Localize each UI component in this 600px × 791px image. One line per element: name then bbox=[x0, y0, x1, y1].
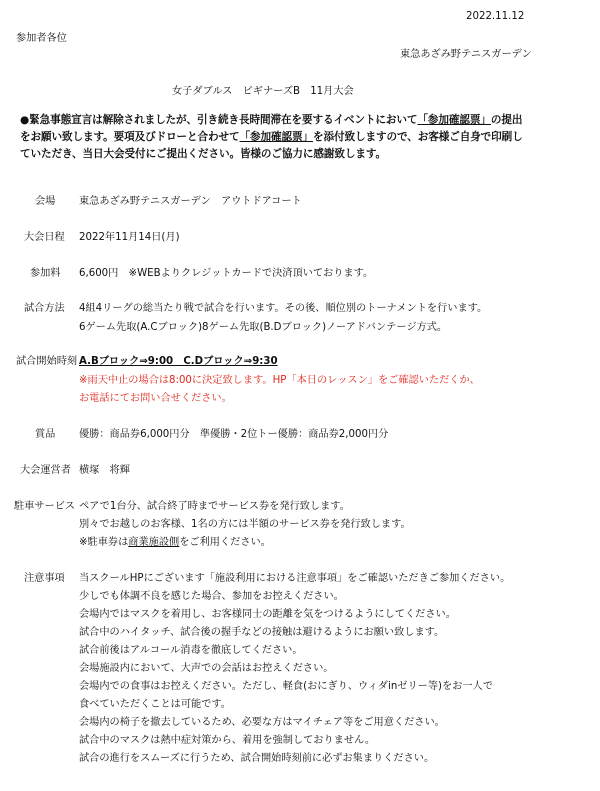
parking-line: 別々でお越しのお客様、1名の方には半額のサービス券を発行致します。 bbox=[79, 519, 411, 530]
event-date-label: 大会日程 bbox=[24, 232, 65, 243]
event-date-value: 2022年11月14日(月) bbox=[79, 232, 180, 243]
parking-text: ※駐車券は bbox=[79, 537, 129, 548]
parking-line bbox=[79, 533, 271, 548]
format-label: 試合方法 bbox=[24, 303, 65, 314]
note-item: 会場内の椅子を撤去しているため、必要な方はマイチェア等をご用意ください。 bbox=[79, 717, 445, 728]
rain-notice: お電話にてお問い合せください。 bbox=[79, 393, 232, 404]
notice-text: をお願い致します。要項及びドローと合わせて bbox=[20, 131, 240, 143]
confirmation-form-link: 「参加確認票」 bbox=[417, 114, 491, 126]
note-item: 当スクールHPにございます「施設利用における注意事項」をご確認いただきご参加ください。 bbox=[79, 573, 511, 584]
note-item: 会場施設内において、大声での会話はお控えください。 bbox=[79, 663, 334, 674]
parking-text: をご利用ください。 bbox=[179, 537, 271, 548]
confirmation-form-link: 「参加確認票」 bbox=[239, 131, 313, 143]
note-item: 試合の進行をスムーズに行うため、試合開始時刻前に必ずお集まりください。 bbox=[79, 753, 435, 764]
document-title: 女子ダブルス ビギナーズB 11月大会 bbox=[172, 86, 354, 97]
format-line: 4組4リーグの総当たり戦で試合を行います。その後、順位別のトーナメントを行います。 bbox=[79, 303, 488, 314]
fee-value: 6,600円 ※WEBよりクレジットカードで決済頂いております。 bbox=[79, 268, 374, 279]
commercial-facility-link: 商業施設側 bbox=[128, 537, 180, 548]
note-item: 試合前後はアルコール消毒を徹底してください。 bbox=[79, 645, 303, 656]
note-item: 少しでも体調不良を感じた場合、参加をお控えください。 bbox=[79, 591, 344, 602]
start-time-label: 試合開始時刻 bbox=[16, 356, 78, 367]
note-item: 試合中のマスクは熱中症対策から、着用を強制しておりません。 bbox=[79, 735, 376, 746]
rain-notice: ※雨天中止の場合は8:00に決定致します。HP「本日のレッスン」をご確認いただくか、 bbox=[79, 375, 480, 386]
manager-value: 横塚 将輝 bbox=[79, 465, 130, 476]
notes-label: 注意事項 bbox=[24, 573, 65, 584]
parking-label: 駐車サービス bbox=[14, 501, 76, 512]
notice-paragraph bbox=[20, 112, 585, 163]
note-item: 食べていただくことは可能です。 bbox=[79, 699, 231, 710]
notice-text: を添付致しますので、お客様ご自身で印刷し bbox=[313, 131, 523, 143]
venue-value: 東急あざみ野テニスガーデン アウトドアコート bbox=[79, 196, 302, 207]
notice-text: ていただき、当日大会受付にご提出ください。皆様のご協力に感謝致します。 bbox=[20, 148, 387, 160]
format-line: 6ゲーム先取(A.Cブロック)8ゲーム先取(B.Dブロック)ノーアドバンテージ方式。 bbox=[79, 322, 448, 333]
parking-line: ペアで1台分、試合終了時までサービス券を発行致します。 bbox=[79, 501, 350, 512]
notice-text: の提出 bbox=[490, 114, 523, 126]
recipient: 参加者各位 bbox=[16, 33, 67, 44]
manager-label: 大会運営者 bbox=[20, 465, 71, 476]
venue-label: 会場 bbox=[35, 196, 56, 207]
fee-label: 参加料 bbox=[30, 268, 61, 279]
prize-label: 賞品 bbox=[35, 429, 56, 440]
prize-value: 優勝：商品券6,000円分 準優勝・2位トー優勝：商品券2,000円分 bbox=[79, 429, 389, 440]
document-date: 2022.11.12 bbox=[466, 11, 525, 22]
organizer: 東急あざみ野テニスガーデン bbox=[400, 49, 532, 60]
note-item: 会場内での食事はお控えください。ただし、軽食(おにぎり、ウィダinゼリー等)をお一人で bbox=[79, 681, 493, 692]
notice-text: ●緊急事態宣言は解除されましたが、引き続き長時間滞在を要するイベントにおいて bbox=[20, 114, 418, 126]
note-item: 会場内ではマスクを着用し、お客様同士の距離を気をつけるようにしてください。 bbox=[79, 609, 456, 620]
note-item: 試合中のハイタッチ、試合後の握手などの接触は避けるようにお願い致します。 bbox=[79, 627, 445, 638]
start-time-value: A.Bブロック⇒9:00 C.Dブロック⇒9:30 bbox=[79, 356, 278, 367]
